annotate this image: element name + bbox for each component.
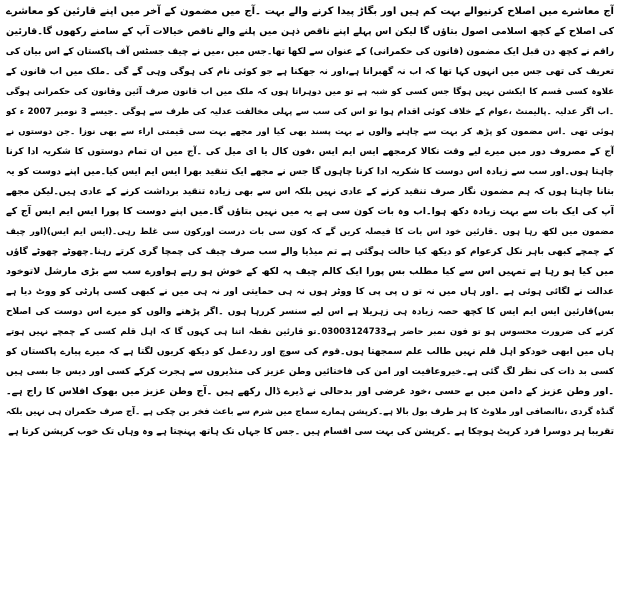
- article-line: کسی بد ذات کی نظر لگ گئی ہے۔خیروعافیت اور امن کی فاختائیں وطن عزیز کی منڈیروں سے ہجرت کرکے کسی اور دیس جا بسی ہیں: [6, 367, 614, 377]
- article-line: ہوئی تھی ۔اس مضمون کو پڑھ کر بہت سے چاہنے والوں نے بہت پسند بھی کیا اور مجھے بہت سی قیمتی اراء سے بھی نوزا ۔جن دوستوں نے: [6, 127, 614, 137]
- article-line: تقریبا ہر دوسرا فرد کرپٹ ہوچکا ہے ۔کرپشن کی بہت سی اقسام ہیں ۔جس کا جہاں تک ہاتھ پہنچتا ہے وہ وہاں تک خوب کرپشن کرتا ہے: [8, 427, 614, 437]
- article-line: کرنے کی ضرورت محسوس ہو تو فون نمبر حاضر ہے03003124733۔تو قارئین نقطہ اتنا ہی کہوں گا کہ اہل قلم کسی کے چمچے نہیں ہوتے: [6, 327, 614, 337]
- article-line: ۔اور وطن عزیز کے دامن میں بے حسی ،خود غرضی اور بدحالی نے ڈیرے ڈال رکھے ہیں ۔آج وطن عزیز میں بھوک افلاس کا راج ہے۔: [6, 386, 614, 397]
- article-line: عدالت نے لگائی ہوئی ہے ۔اور ہاں میں نہ تو ں پی پی کا ووٹر ہوں نہ ہی حمایتی اور نہ ہی میں نے کبھی کسی پارٹی کو ووٹ دیا ہے: [6, 287, 614, 297]
- article-line: میں کیا ہو رہا ہے تمہیں اس سے کیا مطلب بس پورا ایک کالم چیف پہ لکھ کے خوش ہو رہے ہواورے سب سے بڑی مارشل لاتوخود: [6, 266, 614, 277]
- article-line: علاوہ کسی قسم کا ایکشن نہیں ہوگا جس کسی کو شبہ ہے تو میں دوہراتا ہوں کہ ملک میں اب قانون صرف آئین وقانون کی حکمرانی ہوگی: [6, 87, 614, 97]
- article-line: بس)قارئین ایس ایم ایس کا کچھ حصہ زیادہ ہی زہریلا ہے اس لیے سنسر کررہا ہوں ۔اگر پڑھنے والوں کو میرے اس دوست کی اصلاح: [6, 307, 614, 317]
- article-line: ۔اب اگر عدلیہ ۔پالیمنٹ ،عوام کے خلاف کوئی اقدام ہوا تو اس کی سب سے پہلی مخالفت عدلیہ کی طرف سے ہوگی ۔جیسے 3 نومبر 2007 ء کو: [6, 107, 614, 117]
- article-line: مضمون میں لکھ رہا ہوں ۔قارئین خود اس بات کا فیصلہ کریں گے کہ کون سی بات درست اورکون سی غلط رہی۔(ایس ایم ایس)(اور چیف: [6, 227, 614, 237]
- article-line: چاہتا ہوں۔اور سب سے زیادہ اس دوست کا شکریہ ادا کرنا چاہوں گا جس نے مجھے ایک تنقید بھرا ایس ایم ایس کیا۔میں اپنے دوست کو یہ: [6, 167, 614, 177]
- article-line: کی اصلاح کے کچھ اسلامی اصول بتاؤں گا لیکن اس پہلے اپنے ناقص ذہن میں پلنے والے ناقص خیالات آپ کے سامنے رکھوں گا۔قارئین: [6, 26, 614, 37]
- article-line: تعریف کی تھی جس میں انہوں کہا تھا کہ اب نہ گھبرانا ہے،اور نہ جھکنا ہے جو کوئی نام کی ہوگی وہی گے گی ۔ملک میں اب قانون کے: [6, 67, 614, 77]
- article-line: آپ کی ایک بات سے بہت زیادہ دکھ ہوا۔اب وہ بات کون سی ہے یہ میں نہیں بتاؤں گا۔میں اپنے دوست کا پورا ایس ایم ایس آج کے: [6, 206, 614, 217]
- article-body: [6, 2, 614, 442]
- article-line: گنڈہ گردی ،ناانصافی اور ملاوٹ کا ہر طرف بول بالا ہے۔کرپشن ہمارے سماج میں شرم سے باعث فخر بن چکی ہے ۔آج صرف حکمران ہی نہیں بلکہ: [6, 407, 614, 417]
- article-line: آج معاشرے میں اصلاح کرنیوالے بہت کم ہیں اور بگاڑ پیدا کرنے والے بہت ۔آج میں مضمون کے آخر میں اپنے قارئین کو معاشرے: [6, 6, 614, 17]
- article-line: بتانا چاہتا ہوں کہ ہم مضمون نگار صرف تنقید کرنے کے عادی نہیں بلکہ اس سے بھی زیادہ تنقید برداشت کرنے کے عادی ہیں۔لیکن مجھے: [6, 187, 614, 197]
- article-line: آج کے مصروف دور میں میرے لیے وقت نکالا کرمجھے ایس ایم ایس ،فون کال یا ای میل کی ۔آج میں ان تمام دوستوں کا شکریہ ادا کرنا: [6, 147, 614, 157]
- article-line: ہاں میں ابھی خودکو اہل قلم نہیں طالب علم سمجھتا ہوں۔قوم کی سوچ اور ردعمل کو دیکھ کریوں لگتا ہے کہ میرے پیارے پاکستان کو: [6, 347, 614, 357]
- article-line: راقم نے کچھ دن قبل ایک مضمون (قانون کی حکمرانی) کے عنوان سے لکھا تھا۔جس میں ،میں نے چیف جسٹس آف پاکستان کے اس بیان کی: [6, 47, 614, 57]
- article-line: کے چمچے کبھی باہر نکل کرعوام کو دیکھ کیا حالت ہوگئی ہے تم میڈیا والے سب صرف چیف کی چمچا گری کرتے رہنا۔چھوٹے چھوٹے گاؤں: [6, 247, 614, 257]
